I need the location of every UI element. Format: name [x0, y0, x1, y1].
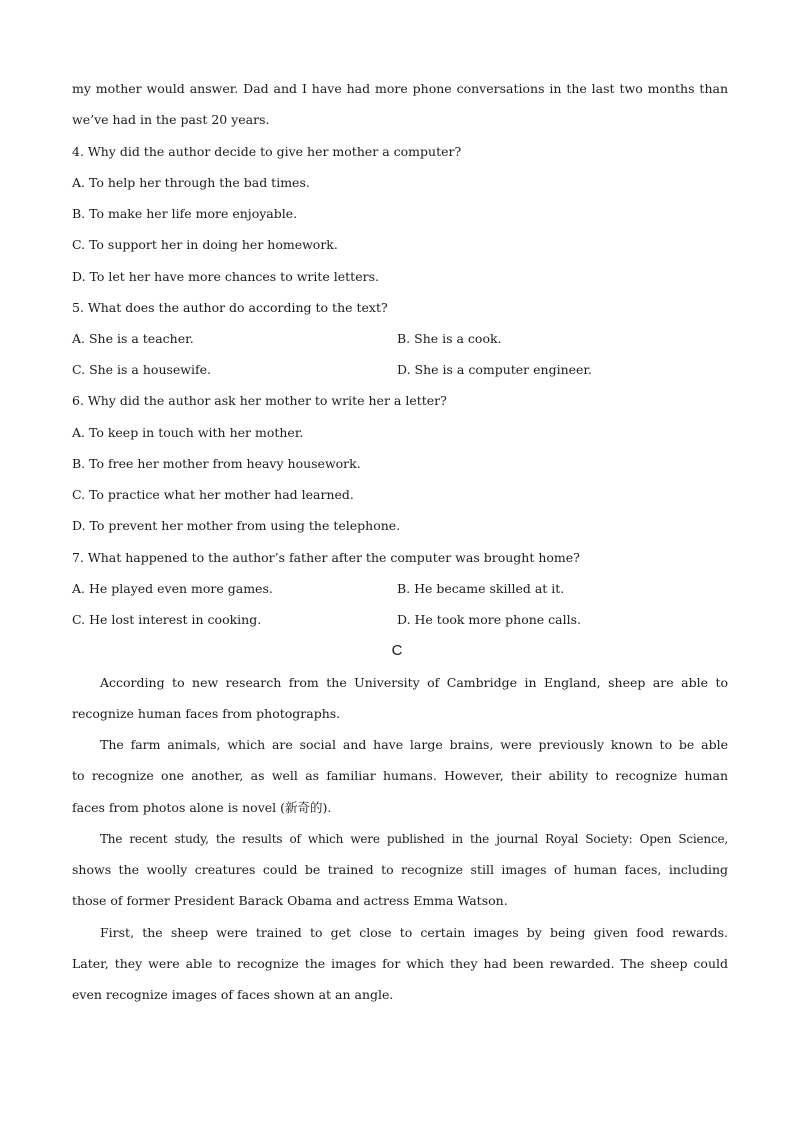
question-4-stem: 4. Why did the author decide to give her mother a computer? — [72, 144, 462, 159]
question-5-option-a: A. She is a teacher. — [72, 331, 194, 346]
section-heading: C — [391, 642, 403, 659]
question-7-option-d: D. He took more phone calls. — [397, 612, 581, 627]
passage-c-text-line: First, the sheep were trained to get close to certain images by being given food rewards. — [100, 925, 728, 940]
question-6-stem: 6. Why did the author ask her mother to write her a letter? — [72, 393, 447, 408]
question-6-option-b: B. To free her mother from heavy housework. — [72, 456, 361, 471]
question-5-option-c: C. She is a housewife. — [72, 362, 211, 377]
question-4-option-a: A. To help her through the bad times. — [72, 175, 310, 190]
question-7-option-a: A. He played even more games. — [72, 581, 273, 596]
passage-c-text-line: recognize human faces from photographs. — [72, 706, 341, 721]
passage-text-line: we’ve had in the past 20 years. — [72, 112, 270, 127]
question-6-option-d: D. To prevent her mother from using the telephone. — [72, 518, 401, 533]
passage-c-text-line: to recognize one another, as well as familiar humans. However, their ability to recognize human — [72, 768, 728, 783]
passage-c-text-line: According to new research from the University of Cambridge in England, sheep are able to — [100, 675, 728, 690]
question-7-stem: 7. What happened to the author’s father after the computer was brought home? — [72, 550, 580, 565]
passage-c-text-line: Later, they were able to recognize the images for which they had been rewarded. The sheep could — [72, 956, 728, 971]
question-6-option-a: A. To keep in touch with her mother. — [72, 425, 304, 440]
passage-c-text-line: The farm animals, which are social and have large brains, were previously known to be able — [100, 737, 728, 752]
passage-c-text-line: The recent study, the results of which were published in the journal Royal Society: Open Science, — [100, 832, 728, 846]
question-5-stem: 5. What does the author do according to the text? — [72, 300, 388, 315]
passage-c-text-line: even recognize images of faces shown at an angle. — [72, 987, 394, 1002]
question-7-option-b: B. He became skilled at it. — [397, 581, 565, 596]
question-6-option-c: C. To practice what her mother had learned. — [72, 487, 354, 502]
question-4-option-c: C. To support her in doing her homework. — [72, 237, 338, 252]
question-5-option-d: D. She is a computer engineer. — [397, 362, 592, 377]
question-7-option-c: C. He lost interest in cooking. — [72, 612, 262, 627]
question-4-option-b: B. To make her life more enjoyable. — [72, 206, 298, 221]
passage-c-text-line: those of former President Barack Obama and actress Emma Watson. — [72, 893, 508, 908]
passage-c-text-line: shows the woolly creatures could be trained to recognize still images of human faces, including — [72, 862, 728, 877]
passage-text-line: my mother would answer. Dad and I have had more phone conversations in the last two months than — [72, 81, 728, 96]
passage-c-text-line: faces from photos alone is novel (新奇的). — [72, 800, 332, 815]
question-5-option-b: B. She is a cook. — [397, 331, 502, 346]
question-4-option-d: D. To let her have more chances to write letters. — [72, 269, 379, 284]
